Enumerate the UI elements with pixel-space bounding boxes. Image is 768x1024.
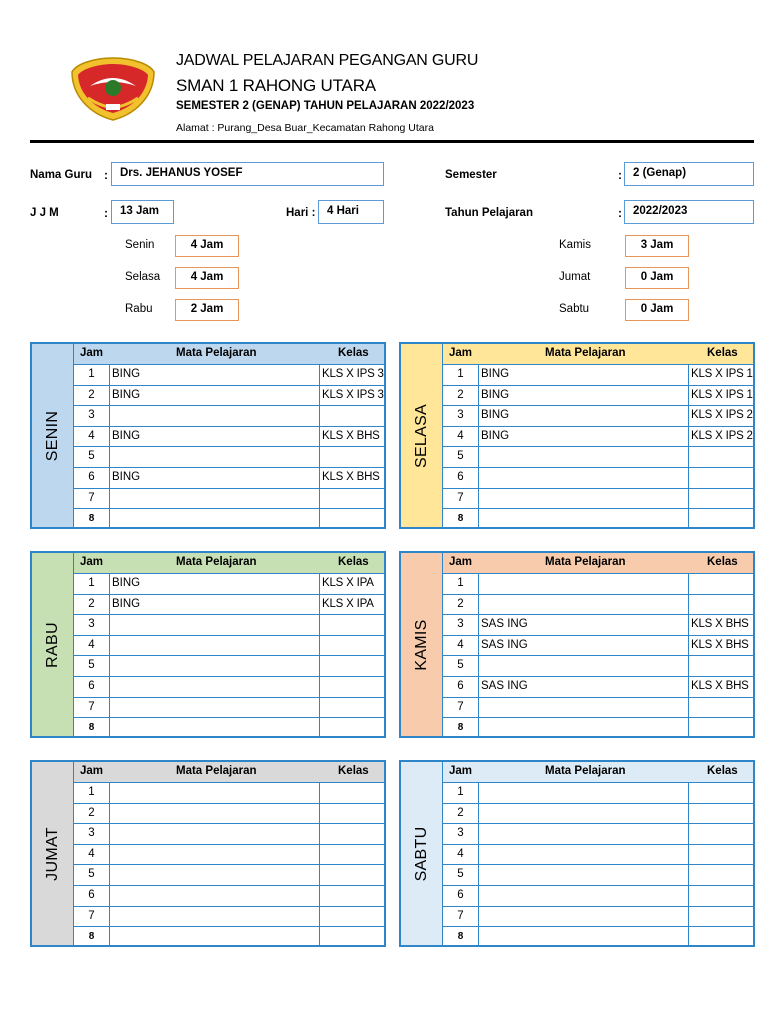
cell-jam: 2 (74, 386, 110, 406)
cell-kelas[interactable]: KLS X BHS (691, 618, 749, 631)
cell-kelas[interactable]: KLS X IPS 2 (691, 409, 753, 422)
document-title: JADWAL PELAJARAN PEGANGAN GURU (176, 52, 479, 69)
nama-guru-field[interactable]: Drs. JEHANUS YOSEF (111, 162, 384, 186)
table-row (443, 488, 753, 509)
cell-jam: 5 (443, 865, 479, 885)
kamis-label: Kamis (559, 239, 591, 251)
cell-jam: 1 (74, 365, 110, 385)
cell-kelas[interactable]: KLS X BHS (691, 679, 749, 692)
header-kelas: Kelas (707, 765, 738, 777)
header-mata-pelajaran: Mata Pelajaran (545, 556, 626, 568)
cell-mata-pelajaran[interactable] (479, 509, 689, 529)
colon: : (104, 206, 108, 220)
day-name: JUMAT (43, 826, 61, 881)
schedule-panel-selasa (399, 342, 755, 529)
cell-jam: 4 (443, 845, 479, 865)
cell-mata-pelajaran[interactable] (479, 783, 689, 803)
cell-jam: 3 (443, 406, 479, 426)
cell-jam: 8 (74, 927, 110, 947)
cell-mata-pelajaran[interactable] (479, 489, 689, 509)
cell-mata-pelajaran[interactable] (479, 865, 689, 885)
day-name: KAMIS (412, 618, 430, 671)
cell-kelas[interactable] (689, 927, 753, 947)
header-mata-pelajaran: Mata Pelajaran (176, 347, 257, 359)
semester-field[interactable]: 2 (Genap) (624, 162, 754, 186)
table-header (443, 553, 753, 573)
cell-jam: 7 (443, 489, 479, 509)
table-row (443, 467, 753, 488)
jjm-field[interactable]: 13 Jam (111, 200, 174, 224)
cell-kelas[interactable] (689, 907, 753, 927)
day-name: RABU (43, 621, 61, 668)
table-row (443, 446, 753, 467)
header-jam: Jam (449, 347, 473, 359)
schedule-panel-rabu (30, 551, 386, 738)
day-column (401, 553, 443, 736)
cell-kelas[interactable] (689, 447, 753, 467)
cell-mata-pelajaran[interactable]: BING (479, 365, 689, 385)
cell-mata-pelajaran[interactable] (479, 595, 689, 615)
table-row (74, 508, 384, 529)
cell-jam: 3 (74, 406, 110, 426)
header-mata-pelajaran: Mata Pelajaran (176, 765, 257, 777)
cell-kelas[interactable] (320, 615, 384, 635)
cell-mata-pelajaran[interactable]: BING (110, 595, 320, 615)
cell-mata-pelajaran[interactable] (110, 824, 320, 844)
cell-kelas[interactable]: KLS X BHS (691, 638, 749, 651)
cell-mata-pelajaran[interactable]: SAS ING (479, 636, 689, 656)
schedule-panel-sabtu (399, 760, 755, 947)
cell-mata-pelajaran[interactable]: BING (110, 427, 320, 447)
cell-mata-pelajaran[interactable]: BING (479, 406, 689, 426)
schedule-table (74, 344, 384, 529)
cell-jam: 1 (74, 783, 110, 803)
selasa-hours[interactable]: 4 Jam (175, 267, 239, 289)
table-row (74, 635, 384, 656)
cell-mata-pelajaran[interactable] (110, 886, 320, 906)
cell-kelas[interactable] (320, 656, 384, 676)
cell-kelas[interactable] (689, 886, 753, 906)
schedule-table (74, 553, 384, 738)
cell-kelas[interactable]: KLS X IPA (322, 577, 374, 589)
table-row (74, 467, 384, 488)
table-row (74, 614, 384, 635)
cell-jam: 1 (443, 365, 479, 385)
hari-field[interactable]: 4 Hari (318, 200, 384, 224)
cell-kelas[interactable] (689, 698, 753, 718)
table-row (443, 926, 753, 947)
day-column (32, 553, 74, 736)
cell-mata-pelajaran[interactable] (479, 447, 689, 467)
cell-kelas[interactable] (320, 865, 384, 885)
header-jam: Jam (449, 556, 473, 568)
cell-mata-pelajaran[interactable] (479, 907, 689, 927)
cell-kelas[interactable] (689, 718, 753, 738)
table-row (74, 823, 384, 844)
table-row (443, 906, 753, 927)
header-mata-pelajaran: Mata Pelajaran (545, 347, 626, 359)
cell-jam: 2 (74, 595, 110, 615)
cell-jam: 3 (74, 824, 110, 844)
colon: : (618, 168, 622, 182)
cell-kelas[interactable]: KLS X BHS (322, 470, 380, 483)
table-row (74, 655, 384, 676)
tahun-field[interactable]: 2022/2023 (624, 200, 754, 224)
cell-jam: 2 (443, 386, 479, 406)
senin-label: Senin (125, 239, 155, 251)
cell-kelas[interactable] (320, 783, 384, 803)
cell-kelas[interactable] (689, 783, 753, 803)
cell-kelas[interactable] (320, 907, 384, 927)
cell-mata-pelajaran[interactable]: SAS ING (479, 677, 689, 697)
header-jam: Jam (80, 765, 104, 777)
cell-jam: 3 (443, 615, 479, 635)
cell-mata-pelajaran[interactable] (110, 718, 320, 738)
table-row (443, 803, 753, 824)
cell-kelas[interactable] (320, 636, 384, 656)
cell-mata-pelajaran[interactable] (479, 718, 689, 738)
header-kelas: Kelas (338, 765, 369, 777)
cell-kelas[interactable] (689, 656, 753, 676)
table-row (443, 844, 753, 865)
header-mata-pelajaran: Mata Pelajaran (176, 556, 257, 568)
header-kelas: Kelas (338, 556, 369, 568)
cell-mata-pelajaran[interactable] (110, 509, 320, 529)
cell-mata-pelajaran[interactable] (110, 636, 320, 656)
table-row (74, 782, 384, 803)
table-row (443, 676, 753, 697)
school-logo (70, 56, 156, 122)
cell-jam: 6 (443, 886, 479, 906)
table-row (443, 405, 753, 426)
day-name: SELASA (412, 403, 430, 468)
cell-kelas[interactable] (689, 489, 753, 509)
cell-jam: 4 (74, 427, 110, 447)
cell-mata-pelajaran[interactable] (479, 886, 689, 906)
day-name: SENIN (43, 410, 61, 461)
cell-kelas[interactable]: KLS X IPS 1 (691, 368, 753, 380)
cell-jam: 7 (443, 698, 479, 718)
header-jam: Jam (449, 765, 473, 777)
cell-mata-pelajaran[interactable]: BING (110, 468, 320, 488)
cell-jam: 6 (74, 886, 110, 906)
day-name: SABTU (412, 826, 430, 881)
cell-mata-pelajaran[interactable]: BING (110, 365, 320, 385)
schedule-table (74, 762, 384, 947)
cell-jam: 8 (443, 718, 479, 738)
cell-kelas[interactable] (320, 677, 384, 697)
schedule-panel-jumat (30, 760, 386, 947)
cell-kelas[interactable] (689, 865, 753, 885)
table-row (443, 508, 753, 529)
rabu-hours[interactable]: 2 Jam (175, 299, 239, 321)
cell-jam: 1 (443, 783, 479, 803)
cell-jam: 5 (443, 447, 479, 467)
cell-mata-pelajaran[interactable] (479, 574, 689, 594)
cell-kelas[interactable] (689, 509, 753, 529)
table-row (74, 885, 384, 906)
cell-kelas[interactable] (689, 574, 753, 594)
cell-jam: 2 (74, 804, 110, 824)
cell-jam: 2 (443, 595, 479, 615)
cell-kelas[interactable]: KLS X IPS 3 (322, 388, 384, 401)
table-row (443, 697, 753, 718)
cell-jam: 3 (74, 615, 110, 635)
cell-mata-pelajaran[interactable] (479, 468, 689, 488)
cell-jam: 8 (74, 718, 110, 738)
cell-kelas[interactable] (320, 804, 384, 824)
cell-mata-pelajaran[interactable] (110, 804, 320, 824)
cell-jam: 4 (74, 636, 110, 656)
table-row (443, 364, 753, 385)
cell-jam: 8 (443, 509, 479, 529)
table-row (443, 573, 753, 594)
cell-jam: 1 (74, 574, 110, 594)
jumat-label: Jumat (559, 271, 591, 283)
table-row (74, 864, 384, 885)
nama-guru-label: Nama Guru (30, 169, 92, 181)
cell-kelas[interactable] (689, 595, 753, 615)
table-row (74, 364, 384, 385)
cell-kelas[interactable] (689, 845, 753, 865)
cell-kelas[interactable] (320, 845, 384, 865)
table-row (74, 676, 384, 697)
cell-mata-pelajaran[interactable]: BING (110, 574, 320, 594)
table-row (443, 864, 753, 885)
cell-mata-pelajaran[interactable] (110, 656, 320, 676)
cell-kelas[interactable] (320, 824, 384, 844)
cell-kelas[interactable] (689, 468, 753, 488)
table-row (74, 803, 384, 824)
table-row (74, 906, 384, 927)
cell-kelas[interactable] (320, 718, 384, 738)
cell-kelas[interactable]: KLS X IPS 1 (691, 388, 753, 401)
table-row (443, 717, 753, 738)
rabu-label: Rabu (125, 303, 153, 315)
table-header (74, 344, 384, 364)
semester-label: Semester (445, 169, 497, 181)
table-row (443, 635, 753, 656)
cell-jam: 5 (74, 447, 110, 467)
cell-mata-pelajaran[interactable] (110, 615, 320, 635)
table-row (443, 655, 753, 676)
day-column (401, 344, 443, 527)
cell-jam: 5 (443, 656, 479, 676)
cell-mata-pelajaran[interactable] (479, 845, 689, 865)
header-kelas: Kelas (707, 556, 738, 568)
cell-jam: 5 (74, 865, 110, 885)
day-column (32, 344, 74, 527)
cell-mata-pelajaran[interactable]: BING (479, 427, 689, 447)
cell-jam: 6 (74, 677, 110, 697)
semester-line: SEMESTER 2 (GENAP) TAHUN PELAJARAN 2022/2023 (176, 100, 475, 112)
jumat-hours[interactable]: 0 Jam (625, 267, 689, 289)
sabtu-label: Sabtu (559, 303, 590, 315)
cell-kelas[interactable] (320, 886, 384, 906)
cell-kelas[interactable] (320, 698, 384, 718)
cell-kelas[interactable]: KLS X IPS 3 (322, 368, 384, 380)
cell-jam: 7 (74, 907, 110, 927)
cell-mata-pelajaran[interactable] (479, 927, 689, 947)
cell-mata-pelajaran[interactable] (110, 927, 320, 947)
cell-jam: 6 (443, 468, 479, 488)
cell-mata-pelajaran[interactable] (110, 845, 320, 865)
jjm-label: J J M (30, 207, 59, 219)
cell-kelas[interactable] (320, 406, 384, 426)
cell-kelas[interactable]: KLS X BHS (322, 429, 380, 442)
table-row (74, 488, 384, 509)
cell-kelas[interactable]: KLS X IPS 2 (691, 429, 753, 442)
cell-mata-pelajaran[interactable] (110, 907, 320, 927)
header-jam: Jam (80, 556, 104, 568)
colon: : (618, 206, 622, 220)
cell-mata-pelajaran[interactable] (479, 698, 689, 718)
table-row (443, 614, 753, 635)
cell-jam: 7 (74, 698, 110, 718)
header-kelas: Kelas (707, 347, 738, 359)
cell-mata-pelajaran[interactable]: BING (110, 386, 320, 406)
cell-mata-pelajaran[interactable] (110, 447, 320, 467)
table-row (74, 844, 384, 865)
cell-mata-pelajaran[interactable] (110, 783, 320, 803)
table-row (74, 573, 384, 594)
table-row (74, 717, 384, 738)
cell-mata-pelajaran[interactable]: BING (479, 386, 689, 406)
table-row (74, 926, 384, 947)
table-header (74, 762, 384, 782)
table-row (74, 426, 384, 447)
cell-mata-pelajaran[interactable] (479, 824, 689, 844)
hari-label: Hari : (286, 207, 316, 219)
header-kelas: Kelas (338, 347, 369, 359)
cell-mata-pelajaran[interactable] (110, 489, 320, 509)
cell-jam: 4 (74, 845, 110, 865)
table-row (443, 426, 753, 447)
day-column (401, 762, 443, 945)
cell-mata-pelajaran[interactable] (110, 677, 320, 697)
cell-kelas[interactable] (320, 927, 384, 947)
cell-jam: 4 (443, 427, 479, 447)
cell-mata-pelajaran[interactable] (479, 804, 689, 824)
table-row (443, 782, 753, 803)
schedule-table (443, 344, 753, 529)
cell-mata-pelajaran[interactable]: SAS ING (479, 615, 689, 635)
schedule-table (443, 553, 753, 738)
table-row (443, 385, 753, 406)
cell-mata-pelajaran[interactable] (110, 698, 320, 718)
cell-jam: 6 (443, 677, 479, 697)
cell-kelas[interactable] (320, 509, 384, 529)
header-jam: Jam (80, 347, 104, 359)
cell-jam: 1 (443, 574, 479, 594)
schedule-panel-kamis (399, 551, 755, 738)
table-header (443, 344, 753, 364)
cell-mata-pelajaran[interactable] (479, 656, 689, 676)
header-mata-pelajaran: Mata Pelajaran (545, 765, 626, 777)
tahun-label: Tahun Pelajaran (445, 207, 533, 219)
cell-mata-pelajaran[interactable] (110, 406, 320, 426)
table-row (74, 594, 384, 615)
cell-jam: 3 (443, 824, 479, 844)
header-divider (30, 140, 754, 143)
cell-jam: 4 (443, 636, 479, 656)
cell-jam: 8 (443, 927, 479, 947)
table-row (443, 885, 753, 906)
selasa-label: Selasa (125, 271, 161, 283)
cell-kelas[interactable] (320, 447, 384, 467)
cell-jam: 7 (74, 489, 110, 509)
table-row (443, 823, 753, 844)
cell-mata-pelajaran[interactable] (110, 865, 320, 885)
kamis-hours[interactable]: 3 Jam (625, 235, 689, 257)
cell-jam: 2 (443, 804, 479, 824)
table-row (74, 405, 384, 426)
cell-jam: 8 (74, 509, 110, 529)
sabtu-hours[interactable]: 0 Jam (625, 299, 689, 321)
table-row (74, 446, 384, 467)
cell-jam: 6 (74, 468, 110, 488)
cell-kelas[interactable]: KLS X IPA (322, 597, 374, 610)
table-row (74, 697, 384, 718)
cell-kelas[interactable] (320, 489, 384, 509)
cell-jam: 5 (74, 656, 110, 676)
cell-jam: 7 (443, 907, 479, 927)
table-header (74, 553, 384, 573)
senin-hours[interactable]: 4 Jam (175, 235, 239, 257)
schedule-table (443, 762, 753, 947)
table-row (443, 594, 753, 615)
schedule-panel-senin (30, 342, 386, 529)
school-name: SMAN 1 RAHONG UTARA (176, 76, 376, 95)
cell-kelas[interactable] (689, 804, 753, 824)
colon: : (104, 168, 108, 182)
address: Alamat : Purang_Desa Buar_Kecamatan Rahong Utara (176, 122, 434, 134)
table-header (443, 762, 753, 782)
cell-kelas[interactable] (689, 824, 753, 844)
day-column (32, 762, 74, 945)
table-row (74, 385, 384, 406)
